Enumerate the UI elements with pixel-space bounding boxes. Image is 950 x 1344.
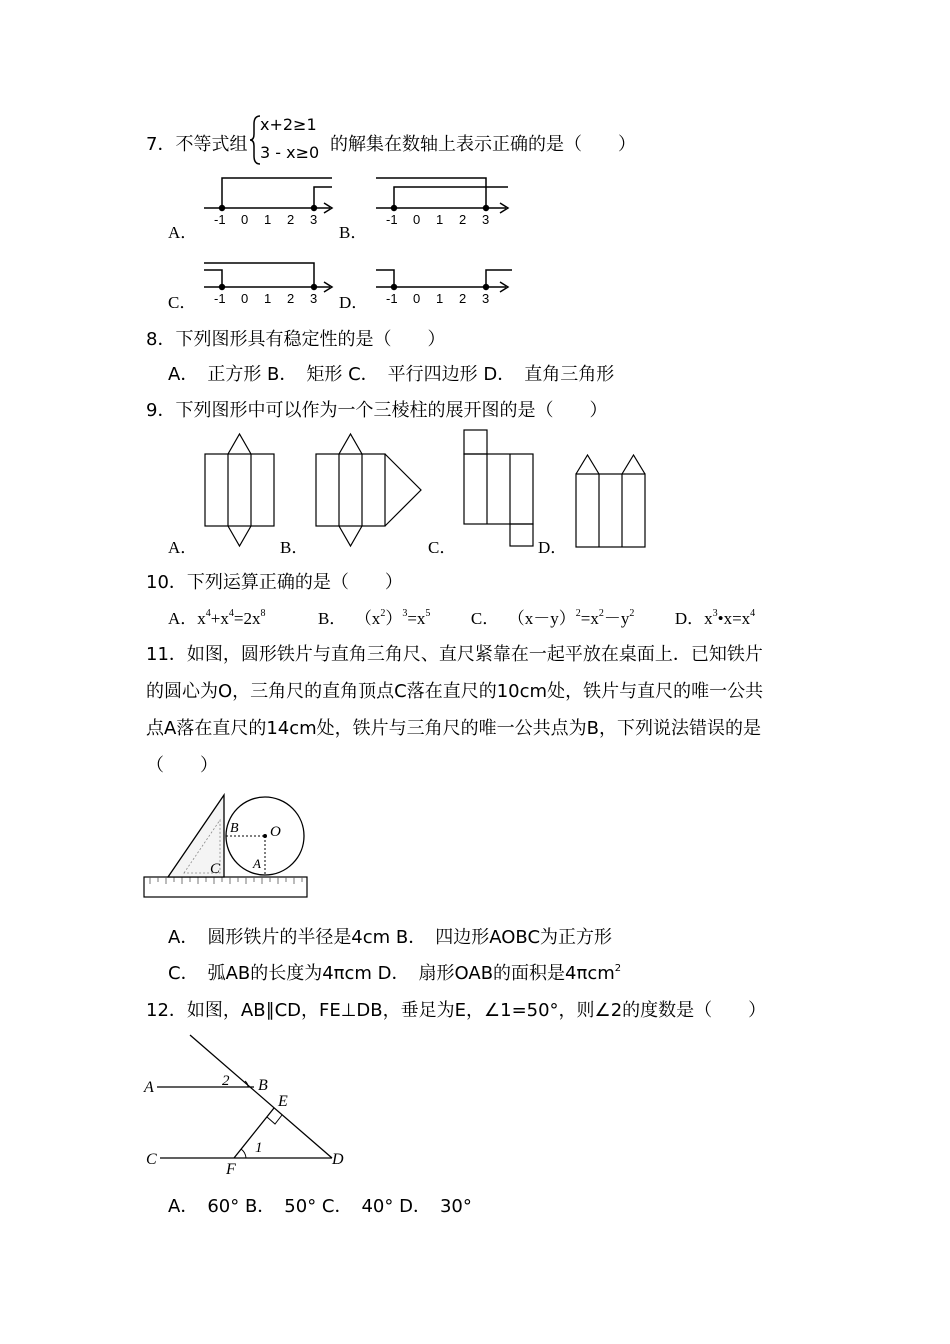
q7-option-a: A． bbox=[168, 223, 198, 242]
q9-net-b bbox=[315, 432, 425, 548]
label-b: B bbox=[230, 821, 239, 836]
label-f: F bbox=[226, 1161, 236, 1178]
q9-option-c: C． bbox=[428, 538, 457, 557]
q9-net-c bbox=[462, 428, 538, 550]
tick-label: 0 bbox=[413, 212, 421, 227]
q7-option-c: C． bbox=[168, 293, 197, 312]
q9-option-d: D． bbox=[538, 538, 568, 557]
tick-label: 3 bbox=[482, 212, 490, 227]
q7-option-b: B． bbox=[339, 223, 368, 242]
q12-stem: 12．如图，AB∥CD，FE⊥DB，垂足为E，∠1=50°，则∠2的度数是（ ） bbox=[146, 1000, 767, 1021]
label-a: A bbox=[144, 1079, 154, 1096]
q10-options: A．$x^4+x^4=2x^8$ B． $(x^2)^3=x^5$ C． $(x-y)^2=x^2-y^2$ D．$x^3•x=x^4$ bbox=[168, 608, 756, 628]
q11-options-ab: A． 圆形铁片的半径是4cm B． 四边形AOBC为正方形 bbox=[168, 927, 613, 948]
q9-net-d bbox=[574, 452, 650, 550]
tick-label: -1 bbox=[214, 291, 226, 306]
tick-label: -1 bbox=[214, 212, 226, 227]
q9-option-b: B． bbox=[280, 538, 309, 557]
q11-figure bbox=[142, 790, 312, 902]
q7-suffix: 的解集在数轴上表示正确的是（ ） bbox=[330, 134, 636, 155]
q11-line3: 点A落在直尺的14cm处，铁片与三角尺的唯一公共点为B，下列说法错误的是 bbox=[146, 718, 761, 739]
tick-label: 0 bbox=[241, 291, 249, 306]
tick-label: 1 bbox=[436, 291, 444, 306]
label-e: E bbox=[278, 1093, 288, 1110]
tick-label: 2 bbox=[459, 212, 467, 227]
tick-label: 3 bbox=[310, 212, 318, 227]
q7-line1: x+2≥1 bbox=[260, 115, 317, 134]
q8-stem: 8．下列图形具有稳定性的是（ ） bbox=[146, 329, 446, 350]
q11-line2: 的圆心为O，三角尺的直角顶点C落在直尺的10cm处，铁片与直尺的唯一公共 bbox=[146, 681, 764, 702]
q7-numberline-b bbox=[372, 172, 517, 232]
tick-label: 2 bbox=[287, 291, 295, 306]
q7-prefix: 7．不等式组 bbox=[146, 134, 248, 155]
tick-label: 3 bbox=[310, 291, 318, 306]
label-o: O bbox=[270, 824, 281, 840]
tick-label: 2 bbox=[287, 212, 295, 227]
q7-option-d: D． bbox=[339, 293, 369, 312]
q7-numberline-a bbox=[200, 172, 340, 232]
q9-net-a bbox=[204, 432, 278, 548]
q7-numberline-c bbox=[200, 251, 340, 311]
q11-line1: 11．如图，圆形铁片与直角三角尺、直尺紧靠在一起平放在桌面上．已知铁片 bbox=[146, 644, 763, 665]
tick-label: 0 bbox=[413, 291, 421, 306]
tick-label: 1 bbox=[264, 291, 272, 306]
q10-stem: 10．下列运算正确的是（ ） bbox=[146, 572, 403, 593]
label-b: B bbox=[258, 1077, 268, 1094]
label-c: C bbox=[210, 861, 221, 877]
q11-options-cd: C． 弧AB的长度为4πcm D． 扇形OAB的面积是4πcm$^2$ bbox=[168, 963, 622, 984]
label-a: A bbox=[253, 856, 261, 871]
q12-figure bbox=[142, 1030, 362, 1178]
tick-label: 1 bbox=[264, 212, 272, 227]
tick-label: 1 bbox=[436, 212, 444, 227]
q9-stem: 9．下列图形中可以作为一个三棱柱的展开图的是（ ） bbox=[146, 400, 608, 421]
label-d: D bbox=[332, 1151, 344, 1168]
label-2: 2 bbox=[222, 1073, 230, 1089]
q7-numberline-d bbox=[372, 251, 517, 311]
label-c: C bbox=[146, 1151, 157, 1168]
tick-label: -1 bbox=[386, 291, 398, 306]
tick-label: -1 bbox=[386, 212, 398, 227]
q8-options: A． 正方形 B． 矩形 C． 平行四边形 D． 直角三角形 bbox=[168, 364, 615, 385]
q11-line4: （ ） bbox=[146, 755, 218, 776]
label-1: 1 bbox=[255, 1140, 263, 1156]
tick-label: 2 bbox=[459, 291, 467, 306]
q9-option-a: A． bbox=[168, 538, 198, 557]
q7-line2: 3 - x≥0 bbox=[260, 143, 320, 162]
tick-label: 3 bbox=[482, 291, 490, 306]
tick-label: 0 bbox=[241, 212, 249, 227]
q12-options: A． 60° B． 50° C． 40° D． 30° bbox=[168, 1196, 472, 1217]
